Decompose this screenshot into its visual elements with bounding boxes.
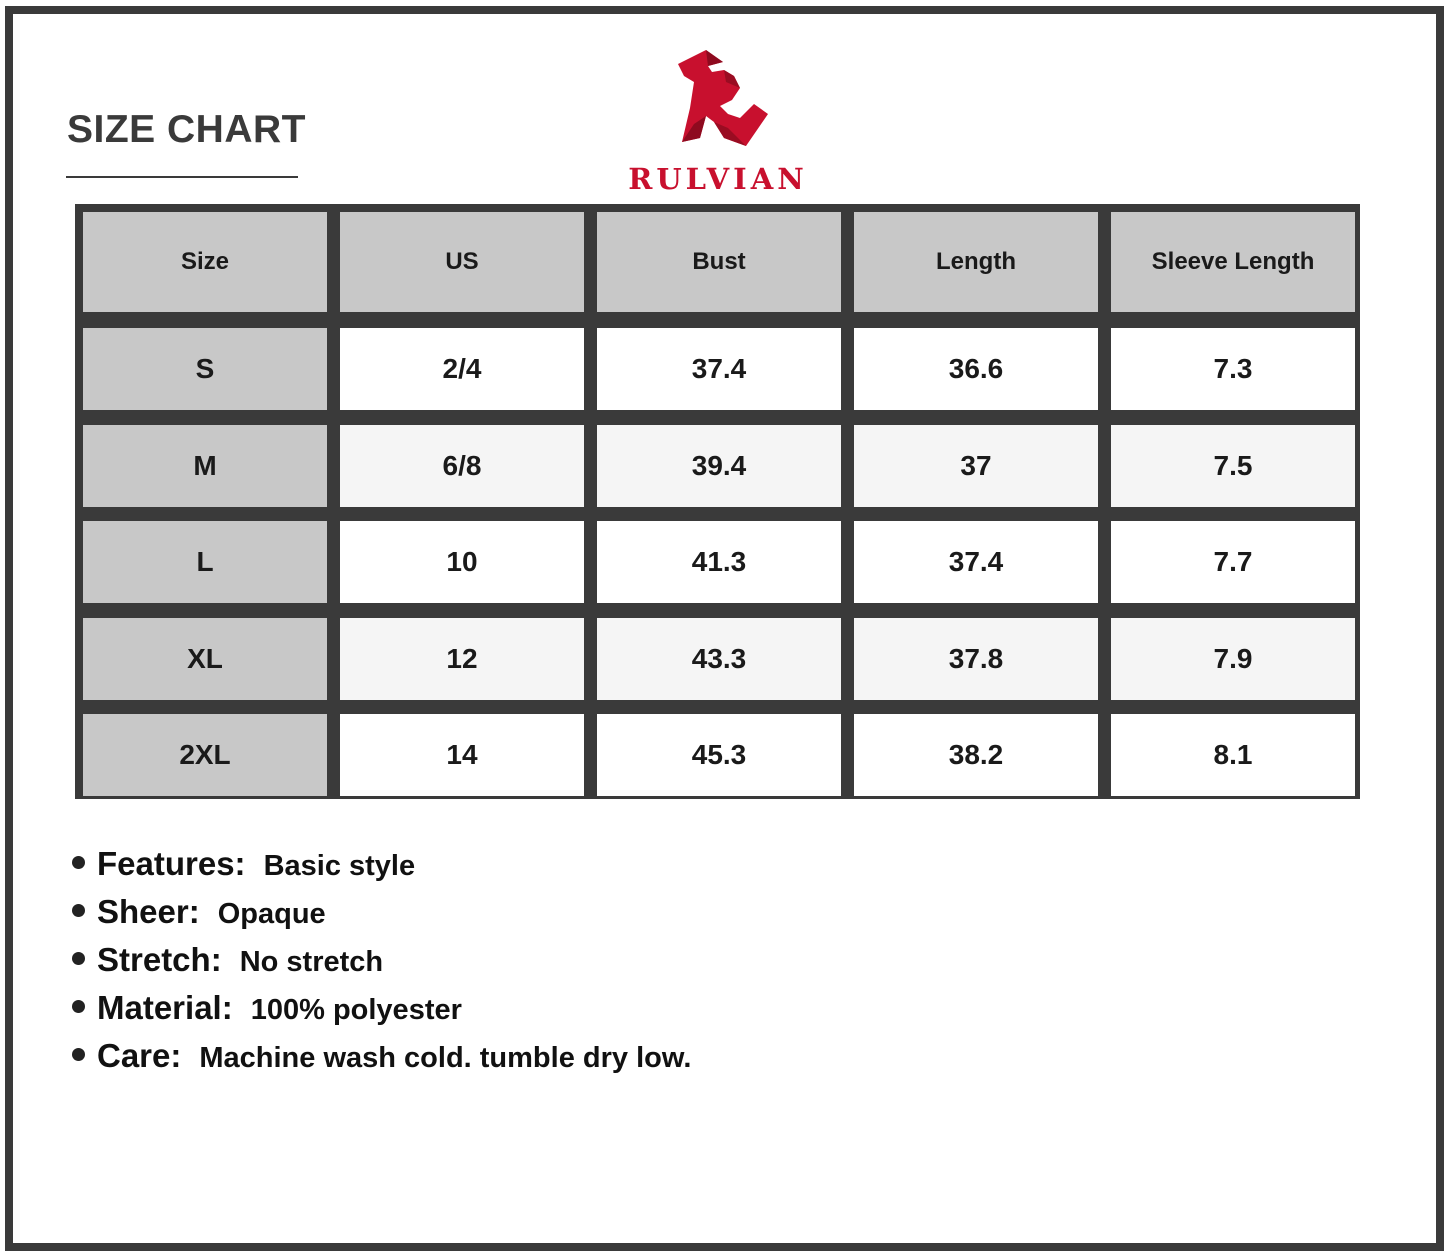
feature-key: Care: xyxy=(97,1037,182,1074)
cell-us: 12 xyxy=(340,618,584,700)
header-bust: Bust xyxy=(597,212,841,312)
cell-us: 6/8 xyxy=(340,425,584,507)
cell-bust: 39.4 xyxy=(597,425,841,507)
feature-key: Material: xyxy=(97,989,233,1026)
cell-sleeve-length: 7.5 xyxy=(1111,425,1355,507)
cell-length: 38.2 xyxy=(854,714,1098,796)
feature-key: Stretch: xyxy=(97,941,222,978)
feature-key: Features: xyxy=(97,845,246,882)
page-title: SIZE CHART xyxy=(67,108,306,151)
feature-key: Sheer: xyxy=(97,893,200,930)
header-length: Length xyxy=(854,212,1098,312)
bullet-icon xyxy=(72,952,85,965)
cell-sleeve-length: 7.3 xyxy=(1111,328,1355,410)
cell-sleeve-length: 7.9 xyxy=(1111,618,1355,700)
cell-length: 36.6 xyxy=(854,328,1098,410)
cell-size: M xyxy=(83,425,327,507)
feature-item xyxy=(72,845,415,893)
bullet-icon xyxy=(72,904,85,917)
cell-size: XL xyxy=(83,618,327,700)
size-table xyxy=(75,204,1360,799)
feature-value: Opaque xyxy=(217,898,326,930)
bullet-icon xyxy=(72,856,85,869)
header-us: US xyxy=(340,212,584,312)
cell-bust: 37.4 xyxy=(597,328,841,410)
feature-value: Machine wash cold. tumble dry low. xyxy=(199,1042,692,1074)
feature-value: 100% polyester xyxy=(250,994,462,1026)
feature-item xyxy=(72,941,383,989)
feature-value: Basic style xyxy=(263,850,416,882)
brand-name: RULVIAN xyxy=(628,162,808,196)
feature-item xyxy=(72,989,462,1037)
feature-item xyxy=(72,1037,691,1085)
cell-size: 2XL xyxy=(83,714,327,796)
bullet-icon xyxy=(72,1000,85,1013)
header-sleeve-length: Sleeve Length xyxy=(1111,212,1355,312)
brand-logo xyxy=(618,42,818,196)
title-underline xyxy=(66,176,298,178)
cell-sleeve-length: 7.7 xyxy=(1111,521,1355,603)
cell-length: 37 xyxy=(854,425,1098,507)
cell-us: 14 xyxy=(340,714,584,796)
cell-length: 37.8 xyxy=(854,618,1098,700)
header-size: Size xyxy=(83,212,327,312)
cell-bust: 43.3 xyxy=(597,618,841,700)
cell-size: L xyxy=(83,521,327,603)
cell-bust: 41.3 xyxy=(597,521,841,603)
red-R-monogram-icon xyxy=(668,42,768,152)
cell-bust: 45.3 xyxy=(597,714,841,796)
bullet-icon xyxy=(72,1048,85,1061)
cell-sleeve-length: 8.1 xyxy=(1111,714,1355,796)
feature-value: No stretch xyxy=(239,946,384,978)
feature-item xyxy=(72,893,326,941)
cell-size: S xyxy=(83,328,327,410)
cell-us: 10 xyxy=(340,521,584,603)
cell-us: 2/4 xyxy=(340,328,584,410)
cell-length: 37.4 xyxy=(854,521,1098,603)
